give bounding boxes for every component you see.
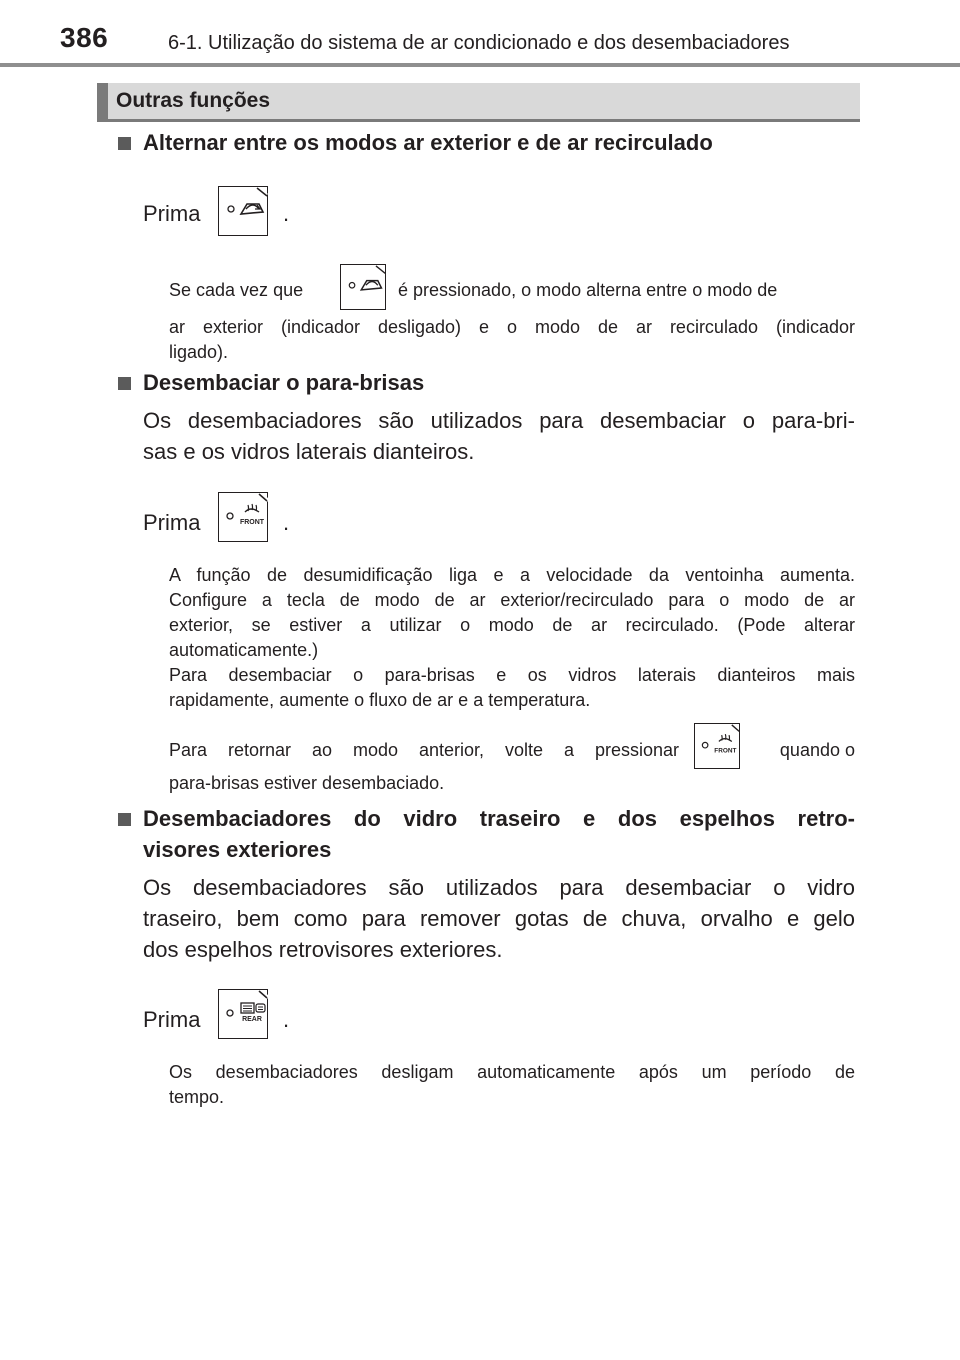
windshield-return-before: Para retornar ao modo anterior, volte a pressionar [169, 740, 679, 760]
windshield-body [143, 405, 855, 467]
windshield-return-after: quando o [779, 740, 855, 760]
rear-note [169, 1060, 855, 1110]
front-label: FRONT [714, 747, 737, 755]
recirc-button[interactable] [218, 186, 268, 236]
recirc-note-after: é pressionado, o modo alterna entre o modo de [398, 280, 778, 300]
rear-body-line: dos espelhos retrovisores exteriores. [143, 937, 503, 962]
heading-bullet [118, 377, 131, 390]
rear-heading-line1: Desembaciadores do vidro traseiro e dos espelhos retro- [143, 806, 855, 831]
windshield-return-line2: para-brisas estiver desembaciado. [169, 773, 445, 793]
recirc-note-line2: ar exterior (indicador desligado) e o modo de ar recirculado (indicador [169, 317, 855, 337]
recirc-inline-button [340, 264, 386, 310]
section-title: Outras funções [116, 89, 271, 112]
header-rule [0, 63, 960, 67]
rear-label: REAR [242, 1016, 262, 1023]
page-number: 386 [60, 22, 109, 53]
windshield-note-line: Configure a tecla de modo de ar exterior/recirculado para o modo de ar [169, 590, 855, 610]
recirculation-icon [219, 187, 269, 237]
windshield-body-line2: sas e os vidros laterais dianteiros. [143, 439, 475, 464]
rear-heading-line2: visores exteriores [143, 837, 332, 862]
windshield-body-line1: Os desembaciadores são utilizados para desembaciar o para-bri- [143, 408, 855, 433]
windshield-note-line: exterior, se estiver a utilizar o modo de ar recirculado. (Pode alterar [169, 615, 855, 635]
rear-defroster-button[interactable] [218, 989, 268, 1039]
recirculation-icon [341, 265, 387, 311]
rear-prima: Prima [143, 1007, 201, 1032]
windshield-prima: Prima [143, 510, 201, 535]
front-defroster-inline-button [694, 723, 740, 769]
recirc-note [169, 315, 855, 365]
chapter-title: 6-1. Utilização do sistema de ar condicionado e dos desembaciadores [168, 32, 790, 54]
heading-bullet [118, 137, 131, 150]
rear-body-line: Os desembaciadores são utilizados para desembaciar o vidro [143, 875, 855, 900]
front-label: FRONT [239, 519, 265, 526]
rear-note-line2: tempo. [169, 1087, 225, 1107]
windshield-note [169, 563, 855, 713]
band-accent [97, 83, 108, 119]
front-defroster-button[interactable] [218, 492, 268, 542]
windshield-period: . [283, 510, 290, 535]
rear-defroster-icon [219, 990, 269, 1040]
section-band [97, 83, 860, 122]
windshield-note-line: rapidamente, aumente o fluxo de ar e a temperatura. [169, 690, 591, 710]
windshield-note-line: automaticamente.) [169, 640, 319, 660]
recirc-prima: Prima [143, 201, 201, 226]
front-defroster-icon [219, 493, 269, 543]
windshield-note-line: Para desembaciar o para-brisas e os vidros laterais dianteiros mais [169, 665, 855, 685]
rear-body [143, 872, 855, 965]
windshield-heading: Desembaciar o para-brisas [143, 370, 425, 395]
recirc-period: . [283, 201, 290, 226]
recirc-note-before: Se cada vez que [169, 280, 304, 300]
rear-period: . [283, 1007, 290, 1032]
heading-bullet [118, 813, 131, 826]
recirc-note-line3: ligado). [169, 342, 229, 362]
rear-note-line1: Os desembaciadores desligam automaticamente após um período de [169, 1062, 855, 1082]
windshield-note-line: A função de desumidificação liga e a velocidade da ventoinha aumenta. [169, 565, 855, 585]
rear-body-line: traseiro, bem como para remover gotas de chuva, orvalho e gelo [143, 906, 855, 931]
front-defroster-icon [695, 724, 741, 770]
recirc-heading: Alternar entre os modos ar exterior e de ar recirculado [143, 130, 713, 155]
